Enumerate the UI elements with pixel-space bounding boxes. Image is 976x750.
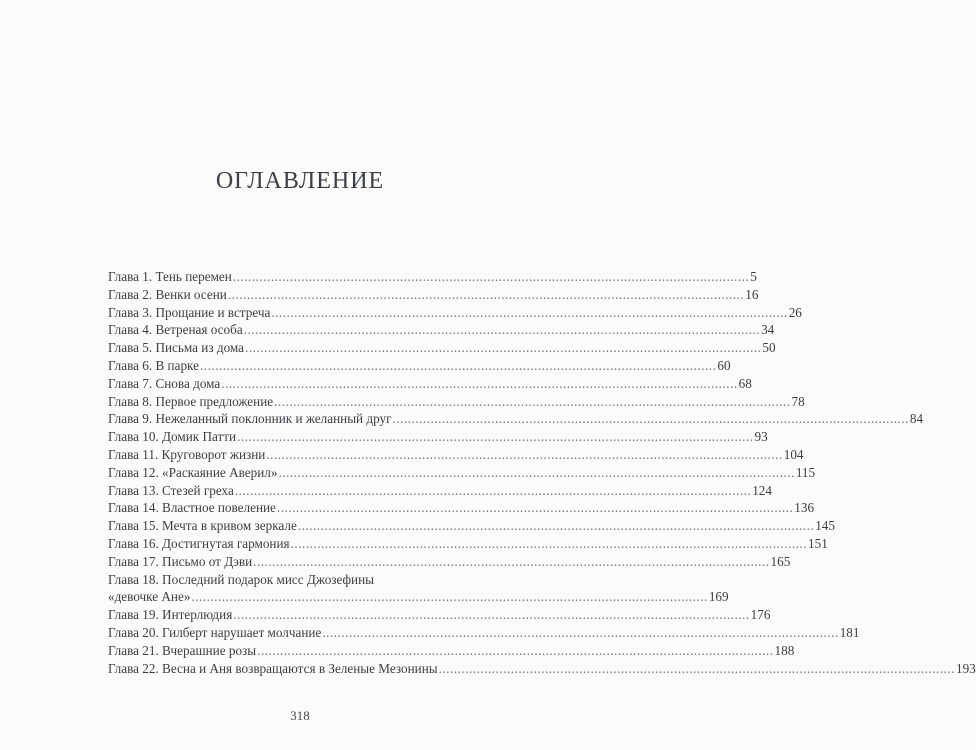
toc-entry [108, 624, 860, 642]
toc-entry-page: 145 [815, 518, 835, 534]
toc-entry-page: 181 [839, 624, 860, 640]
leader-dots: ........................................................................................................................................ [266, 446, 783, 462]
toc-entry [108, 553, 791, 571]
toc-entry [108, 410, 924, 428]
toc-entry-label: Глава 13. Стезей греха [108, 482, 234, 498]
toc-entry [108, 428, 768, 446]
leader-dots: ........................................................................................................................................ [234, 482, 752, 498]
toc-entry [108, 286, 759, 304]
toc-entry [108, 268, 757, 286]
toc-entry-label: Глава 4. Ветреная особа [108, 322, 243, 338]
toc-entry-label: Глава 14. Властное повеление [108, 500, 276, 516]
leader-dots: ........................................................................................................................................ [392, 411, 909, 427]
toc-entry-page: 115 [795, 464, 816, 480]
toc-entry-label: Глава 22. Весна и Аня возвращаются в Зеленые Мезонины [108, 660, 438, 676]
table-of-contents [108, 268, 976, 677]
leader-dots: ........................................................................................................................................ [253, 553, 770, 569]
leader-dots: ........................................................................................................................................ [257, 642, 774, 658]
toc-entry-page: 93 [754, 429, 768, 445]
toc-entry-label: Глава 1. Тень перемен [108, 269, 232, 284]
toc-entry-page: 60 [717, 357, 731, 373]
toc-entry [108, 321, 775, 339]
toc-entry-page: 78 [791, 393, 805, 409]
toc-entry [108, 339, 776, 357]
toc-entry-label-line1: Глава 18. Последний подарок мисс Джозефины [108, 571, 375, 587]
toc-entry-page: 16 [745, 286, 759, 302]
toc-entry-page: 84 [909, 411, 924, 427]
toc-entry-page: 188 [774, 642, 795, 658]
toc-entry-page: 165 [770, 553, 791, 569]
toc-entry-label: Глава 19. Интерлюдия [108, 607, 233, 623]
leader-dots: ........................................................................................................................................ [290, 535, 807, 551]
toc-entry-label: Глава 2. Венки осени [108, 286, 227, 302]
leader-dots: ........................................................................................................................................ [232, 269, 750, 284]
toc-entry [108, 375, 752, 393]
toc-entry-page: 68 [738, 375, 752, 391]
toc-entry-label: Глава 7. Снова дома [108, 375, 221, 391]
toc-entry-label: Глава 11. Круговорот жизни [108, 446, 266, 462]
toc-entry-label: Глава 20. Гилберт нарушает молчание [108, 624, 322, 640]
toc-entry-label: Глава 15. Мечта в кривом зеркале [108, 518, 297, 534]
toc-entry [108, 642, 795, 660]
toc-entry-page: 26 [788, 304, 802, 320]
toc-entry-label: Глава 16. Достигнутая гармония [108, 535, 290, 551]
leader-dots: ........................................................................................................................................ [227, 286, 745, 302]
leader-dots: ........................................................................................................................................ [200, 357, 717, 373]
toc-entry-page: 176 [750, 607, 771, 623]
toc-entry-label: «девочке Ане» [108, 589, 191, 605]
toc-entry [108, 482, 772, 500]
toc-entry-label: Глава 17. Письмо от Дэви [108, 553, 253, 569]
toc-entry [108, 446, 804, 464]
toc-entry-page: 151 [808, 535, 828, 551]
page-title: ОГЛАВЛЕНИЕ [215, 168, 385, 194]
toc-entry-label: Глава 12. «Раскаяние Аверил» [108, 464, 278, 480]
toc-entry-label: Глава 9. Нежеланный поклонник и желанный друг [108, 411, 392, 427]
leader-dots: ........................................................................................................................................ [243, 322, 761, 338]
toc-entry [108, 606, 771, 624]
toc-entry [108, 357, 731, 375]
leader-dots: ........................................................................................................................................ [191, 589, 708, 605]
toc-entry-page: 193 [956, 660, 976, 676]
leader-dots: ........................................................................................................................................ [237, 429, 754, 445]
toc-entry [108, 660, 976, 678]
toc-entry [108, 535, 828, 553]
leader-dots: ........................................................................................................................................ [322, 624, 839, 640]
leader-dots: ........................................................................................................................................ [438, 660, 956, 676]
toc-entry [108, 393, 805, 411]
toc-entry-label: Глава 6. В парке [108, 357, 199, 373]
leader-dots: ........................................................................................................................................ [271, 304, 788, 320]
toc-entry-label: Глава 5. Письма из дома [108, 340, 245, 356]
toc-entry-page: 124 [752, 482, 772, 498]
toc-entry-page: 34 [761, 322, 775, 338]
toc-entry-label: Глава 8. Первое предложение [108, 393, 274, 409]
leader-dots: ........................................................................................................................................ [278, 464, 795, 480]
leader-dots: ........................................................................................................................................ [274, 393, 791, 409]
leader-dots: ........................................................................................................................................ [221, 375, 738, 391]
toc-entry-page: 50 [762, 340, 776, 356]
leader-dots: ........................................................................................................................................ [245, 340, 762, 356]
toc-entry [108, 499, 815, 517]
leader-dots: ........................................................................................................................................ [297, 518, 815, 534]
toc-entry-label: Глава 21. Вчерашние розы [108, 642, 257, 658]
toc-entry-page: 169 [708, 589, 729, 605]
leader-dots: ........................................................................................................................................ [276, 500, 794, 516]
toc-entry-label: Глава 10. Домик Патти [108, 429, 237, 445]
page-number: 318 [290, 708, 310, 723]
toc-entry [108, 304, 802, 322]
toc-entry-page: 104 [783, 446, 804, 462]
toc-entry [108, 464, 816, 482]
toc-entry [108, 517, 835, 535]
toc-entry-label: Глава 3. Прощание и встреча [108, 304, 271, 320]
toc-entry-page: 136 [794, 500, 815, 516]
toc-entry [108, 588, 729, 606]
leader-dots: ........................................................................................................................................ [233, 607, 750, 623]
toc-entry-page: 5 [750, 269, 757, 284]
